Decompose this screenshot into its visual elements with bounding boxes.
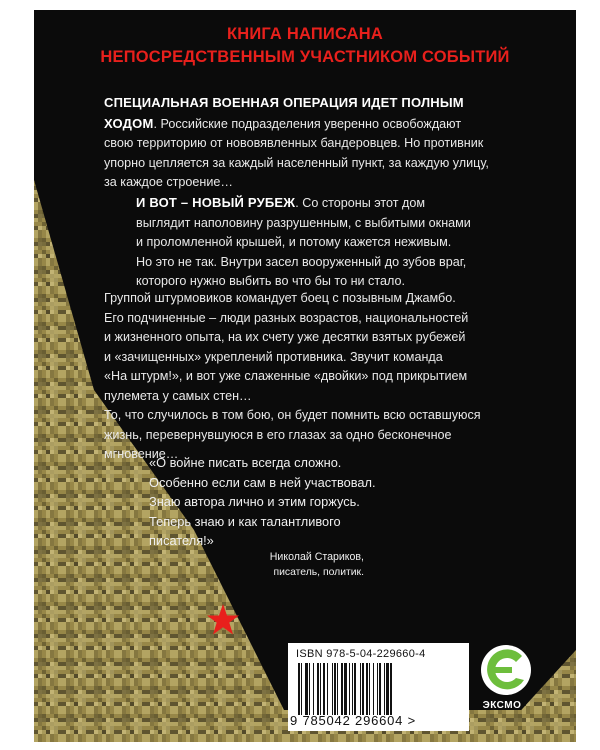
paragraph-2-line-5: которого нужно выбить во что бы то ни стало. (136, 274, 405, 288)
barcode-bar (360, 663, 361, 715)
quote-line: Знаю автора лично и этим горжусь. (149, 494, 360, 509)
paragraph-3-line: Его подчиненные – люди разных возрастов, национальностей (104, 310, 469, 325)
barcode-bars (298, 663, 461, 715)
barcode-bar (379, 663, 381, 715)
barcode-panel (288, 643, 469, 731)
paragraph-1-line-5: за каждое строение… (104, 175, 234, 189)
barcode-digits: 9 785042 296604 > (290, 713, 417, 728)
isbn-text: ISBN 978-5-04-229660-4 (296, 648, 426, 660)
barcode-bar (362, 663, 364, 715)
paragraph-1-bold-2: ХОДОМ (104, 115, 154, 131)
paragraph-3 (104, 289, 481, 465)
barcode-bar (341, 663, 343, 715)
barcode-bar (337, 663, 338, 715)
paragraph-3-line: и «зачищенных» укреплений противника. Звучит команда (104, 349, 443, 364)
paragraph-1-line-3: свою территорию от нововявленных бандеровцев. Но противник (104, 136, 484, 150)
paragraph-3-line: «На штурм!», и вот уже слаженные «двойки» под прикрытием (104, 369, 468, 383)
quote-author (234, 549, 364, 581)
barcode-bar (334, 663, 336, 715)
publisher-name: ЭКСМО (482, 700, 522, 711)
author-name: Николай Стариков, (269, 551, 364, 563)
paragraph-2-line-3: и проломленной крышей, и потому кажется неживым. (136, 235, 452, 249)
barcode-bar (354, 663, 356, 715)
paragraph-2 (136, 193, 471, 292)
barcode-bar (344, 663, 347, 715)
paragraph-1-line-4: упорно цепляется за каждый населенный пункт, за каждую улицу, (104, 155, 489, 170)
barcode-bar (305, 663, 308, 715)
barcode-bar (298, 663, 300, 715)
quote-line: «О войне писать всегда сложно. (149, 455, 342, 470)
barcode-bar (366, 663, 368, 715)
barcode-bar (309, 663, 310, 715)
barcode-bar (323, 663, 325, 715)
paragraph-3-line: То, что случилось в том бою, он будет помнить всю оставшуюся (104, 408, 481, 422)
headline-line-1: КНИГА НАПИСАНА (226, 25, 384, 43)
paragraph-2-line-1: . Со стороны этот дом (295, 196, 426, 210)
paragraph-2-line-4: Но это не так. Внутри засел вооруженный до зубов враг, (136, 254, 467, 269)
endorsement-quote (149, 453, 419, 551)
quote-line: Особенно если сам в ней участвовал. (149, 474, 376, 490)
eksmo-logo-icon (472, 640, 540, 700)
barcode-bar (317, 663, 319, 715)
paragraph-3-line: мгновение… (104, 447, 179, 461)
barcode-bar (349, 663, 350, 715)
paragraph-1-bold-1: СПЕЦИАЛЬНАЯ ВОЕННАЯ ОПЕРАЦИЯ ИДЕТ ПОЛНЫМ (104, 95, 464, 110)
barcode-bar (327, 663, 328, 715)
barcode-bar (373, 663, 374, 715)
barcode-bar (301, 663, 302, 715)
paragraph-3-line: жизнь, перевернувшуюся в его глазах за одно бесконечное (104, 427, 452, 442)
barcode-bar (313, 663, 314, 715)
barcode-bar (320, 663, 321, 715)
paragraph-2-bold: И ВОТ – НОВЫЙ РУБЕЖ (136, 195, 296, 210)
quote-line: Теперь знаю и как талантливого (149, 513, 341, 529)
paragraph-3-line: Группой штурмовиков командует боец с позывным Джамбо. (104, 291, 456, 305)
paragraph-1-line-2: . Российские подразделения уверенно освобождают (153, 116, 462, 131)
author-role: писатель, политик. (273, 567, 364, 578)
red-star-icon (206, 603, 240, 637)
barcode-bar (332, 663, 333, 715)
quote-line: писателя!» (149, 533, 214, 548)
paragraph-2-line-2: выглядит наполовину разрушенным, с выбитыми окнами (136, 215, 471, 230)
headline-line-2: НЕПОСРЕДСТВЕННЫМ УЧАСТНИКОМ СОБЫТИЙ (100, 48, 510, 66)
paragraph-3-line: пулемета у самых стен… (104, 388, 252, 403)
paragraph-3-line: и жизненного опыта, на их счету уже десятки взятых рубежей (104, 330, 466, 344)
barcode-bar (377, 663, 378, 715)
barcode-bar (369, 663, 370, 715)
barcode-bar (352, 663, 353, 715)
barcode-bar (390, 663, 392, 715)
paragraph-1 (104, 93, 489, 193)
barcode-bar (386, 663, 389, 715)
book-back-cover (34, 10, 576, 742)
barcode-bar (384, 663, 385, 715)
